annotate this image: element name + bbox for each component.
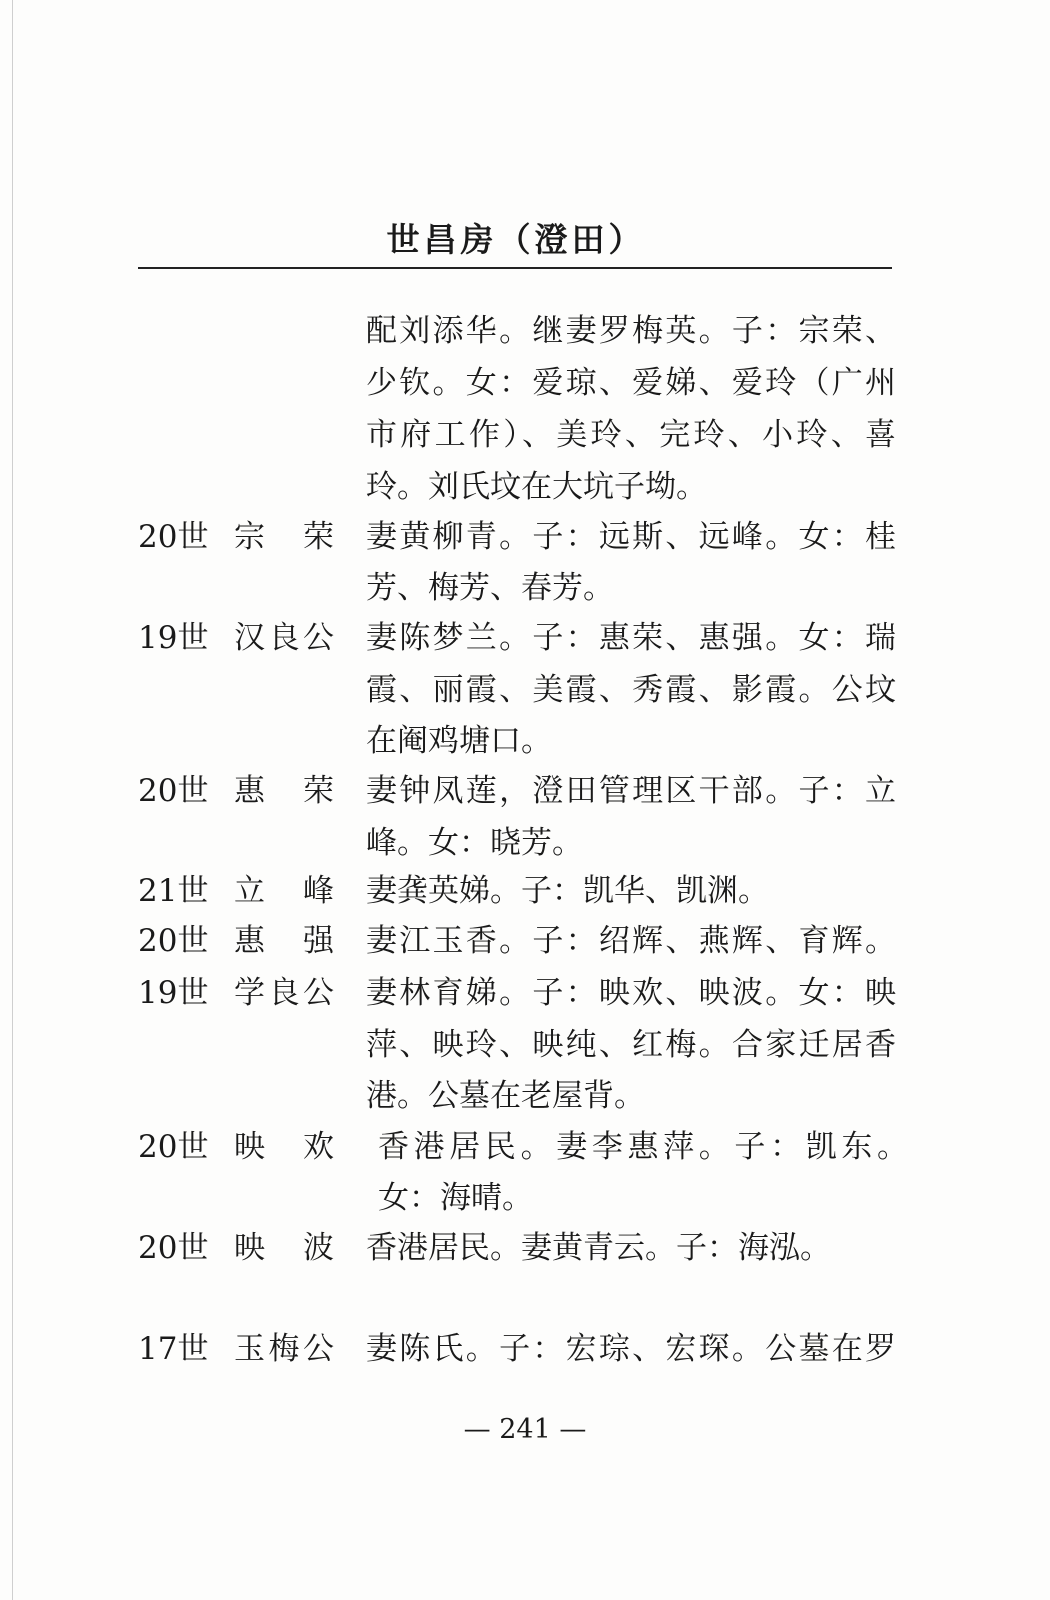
person-name: 映波: [234, 1230, 334, 1266]
entry-text: 萍、映玲、映纯、红梅。合家迁居香: [366, 1027, 896, 1063]
entry-text: 妻黄柳青。子：远斯、远峰。女：桂: [366, 519, 896, 555]
entry-text: 女：海晴。: [378, 1180, 533, 1216]
entry-text: 在阉鸡塘口。: [366, 723, 552, 759]
generation-label: 20世: [138, 1129, 209, 1165]
generation-label: 19世: [138, 620, 209, 656]
generation-label: 20世: [138, 1230, 209, 1266]
entry-text: 市府工作）、美玲、完玲、小玲、喜: [366, 417, 896, 453]
person-name: 惠强: [234, 923, 334, 959]
generation-label: 19世: [138, 975, 209, 1011]
page-edge-shadow: [12, 0, 13, 1600]
person-name: 惠荣: [234, 773, 334, 809]
entry-text: 妻钟凤莲，澄田管理区干部。子：立: [366, 773, 896, 809]
person-name: 立峰: [234, 873, 334, 909]
entry-text: 港。公墓在老屋背。: [366, 1078, 645, 1114]
entry-text: 峰。女：晓芳。: [366, 825, 583, 861]
generation-label: 17世: [138, 1331, 209, 1367]
entry-text: 香港居民。妻李惠萍。子：凯东。: [378, 1129, 908, 1165]
person-name: 汉良公: [234, 620, 334, 656]
entry-text: 妻龚英娣。子：凯华、凯渊。: [366, 873, 769, 909]
entry-text: 妻陈氏。子：宏琮、宏琛。公墓在罗: [366, 1331, 896, 1367]
header-rule: [138, 267, 892, 269]
generation-label: 21世: [138, 873, 209, 909]
person-name: 学良公: [234, 975, 334, 1011]
entry-text: 妻江玉香。子：绍辉、燕辉、育辉。: [366, 923, 896, 959]
generation-label: 20世: [138, 773, 209, 809]
page-number: — 241 —: [463, 1414, 587, 1445]
generation-label: 20世: [138, 519, 209, 555]
person-name: 映欢: [234, 1129, 334, 1165]
generation-label: 20世: [138, 923, 209, 959]
entry-text: 妻林育娣。子：映欢、映波。女：映: [366, 975, 896, 1011]
person-name: 玉梅公: [234, 1331, 334, 1367]
entry-text: 芳、梅芳、春芳。: [366, 570, 614, 606]
entry-text: 玲。刘氏坟在大坑子坳。: [366, 469, 707, 505]
entry-text: 少钦。女：爱琼、爱娣、爱玲（广州: [366, 365, 896, 401]
entry-text: 香港居民。妻黄青云。子：海泓。: [366, 1230, 831, 1266]
person-name: 宗荣: [234, 519, 334, 555]
entry-text: 妻陈梦兰。子：惠荣、惠强。女：瑞: [366, 620, 896, 656]
page-header-title: 世昌房（澄田）: [386, 220, 646, 259]
entry-text: 霞、丽霞、美霞、秀霞、影霞。公坟: [366, 672, 896, 708]
entry-text: 配刘添华。继妻罗梅英。子：宗荣、: [366, 313, 896, 349]
